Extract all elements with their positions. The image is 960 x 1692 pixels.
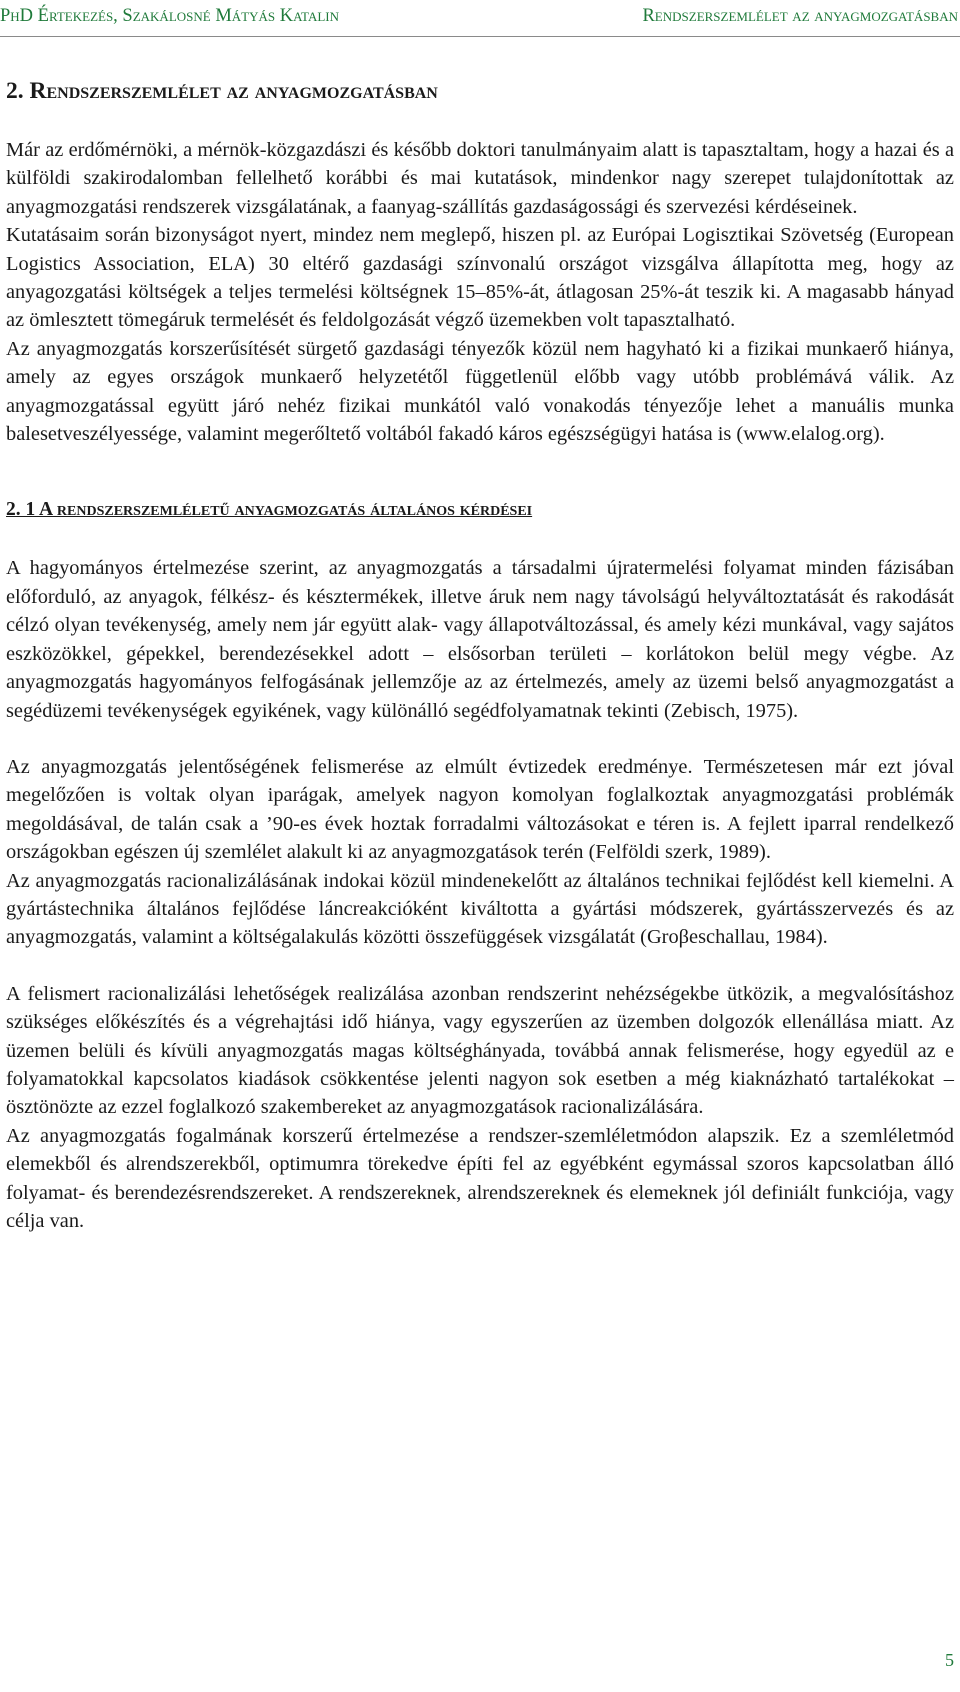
paragraph: Kutatásaim során bizonyságot nyert, mindez nem meglepő, hiszen pl. az Európai Logisztikai Szövetség (European Logistics Association, ELA) 30 eltérő gazdasági színvonalú országot vizsgálva állapította meg, hogy az anyagozgatási költségek a teljes termelési költségnek 15–85%-át, átlagosan 25%-át teszik ki. A magasabb hányad az ömlesztett tömegáruk termelését és feldolgozását végző üzemekben volt tapasztalható. [6, 224, 954, 332]
chapter-title: 2. Rendszerszemlélet az anyagmozgatásban [6, 78, 438, 104]
paragraph: Az anyagmozgatás fogalmának korszerű értelmezése a rendszer-szemléletmódon alapszik. Ez a szemléletmód elemekből és alrendszerekből, optimumra törekedve építi fel az egyébként egymással szoros kapcsolatban álló folyamat- és berendezésrendszereket. A rendszereknek, alrendszereknek és elemeknek jól definiált funkciója, vagy célja van. [6, 1124, 954, 1232]
page-body [6, 76, 954, 1235]
header-chapter: Rendszerszemlélet az anyagmozgatásban [642, 6, 958, 26]
section-title: 2. 1 A rendszerszemléletű anyagmozgatás általános kérdései [6, 499, 533, 521]
running-header [0, 0, 960, 37]
paragraph: A felismert racionalizálási lehetőségek realizálása azonban rendszerint nehézségekbe ütközik, a megvalósításhoz szükséges előkészítés és a végrehajtási idő hiánya, vagy egyszerűen az üzemben dolgozók ellenállása miatt. Az üzemen belüli és kívüli anyagmozgatás magas költséghányada, továbbá annak felismerése, hogy egyedül az e folyamatokkal kapcsolatos kiadások csökkentése jelenti nagyon sok esetben a még kiaknázható tartalékokat – ösztönözte az ezzel foglalkozó szakembereket az anyagmozgatások racionalizálására. [6, 982, 954, 1119]
paragraph: Az anyagmozgatás racionalizálásának indokai közül mindenekelőtt az általános technikai fejlődést kell kiemelni. A gyártástechnika általános fejlődése láncreakcióként kiváltotta a gyártási módszerek, gyártásszervezés és az anyagmozgatás, valamint a költségalakulás közötti összefüggések vizsgálatát (Groβeschallau, 1984). [6, 869, 954, 949]
paragraph: Az anyagmozgatás korszerűsítését sürgető gazdasági tényezők közül nem hagyható ki a fizikai munkaerő hiánya, amely az egyes országok munkaerő helyzetétől függetlenül előbb vagy utóbb problémává válik. Az anyagmozgatással együtt járó nehéz fizikai munkától való vonakodás tényezője lehet a manuális munka balesetveszélyessége, valamint megerőltető voltából fakadó káros egészségügyi hatása is (www.elalog.org). [6, 337, 954, 446]
page-number: 5 [945, 1650, 954, 1670]
paragraph: Már az erdőmérnöki, a mérnök-közgazdászi és később doktori tanulmányaim alatt is tapasztaltam, hogy a hazai és a külföldi szakirodalomban fellelhető korábbi és mai kutatások, mindenkor nagy szerepet tulajdonítottak az anyagmozgatási rendszerek vizsgálatának, a faanyag-szállítás gazdaságossági és szervezési kérdéseinek. [6, 139, 954, 218]
header-author: PhD Értekezés, Szakálosné Mátyás Katalin [0, 6, 339, 26]
paragraph: A hagyományos értelmezése szerint, az anyagmozgatás a társadalmi újratermelési folyamat minden fázisában előforduló, az anyagok, félkész- és késztermékek, illetve áruk nem nagy távolságú helyváltoztatását és rakodását célzó olyan tevékenység, amely nem jár együtt alak- vagy állapotváltozással, és amely kézi munkával, vagy sajátos eszközökkel, gépekkel, berendezésekkel adott – elsősorban területi – korlátokon belül megy végbe. Az anyagmozgatás hagyományos felfogásának jellemzője az az értelmezés, amely az üzemi belső anyagmozgatást a segédüzemi tevékenységek egyikének, vagy különálló segédfolyamatnak tekinti (Zebisch, 1975). [6, 557, 954, 722]
paragraph: Az anyagmozgatás jelentőségének felismerése az elmúlt évtizedek eredménye. Természetesen már ezt jóval megelőzően is voltak olyan iparágak, amelyek nagyon komolyan foglalkoztak anyagmozgatási problémák megoldásával, de talán csak a ’90-es évek hoztak forradalmi változásokat e téren is. A fejlett iparral rendelkező országokban egészen új szemlélet alakult ki az anyagmozgatások terén (Felföldi szerk, 1989). [6, 755, 954, 864]
